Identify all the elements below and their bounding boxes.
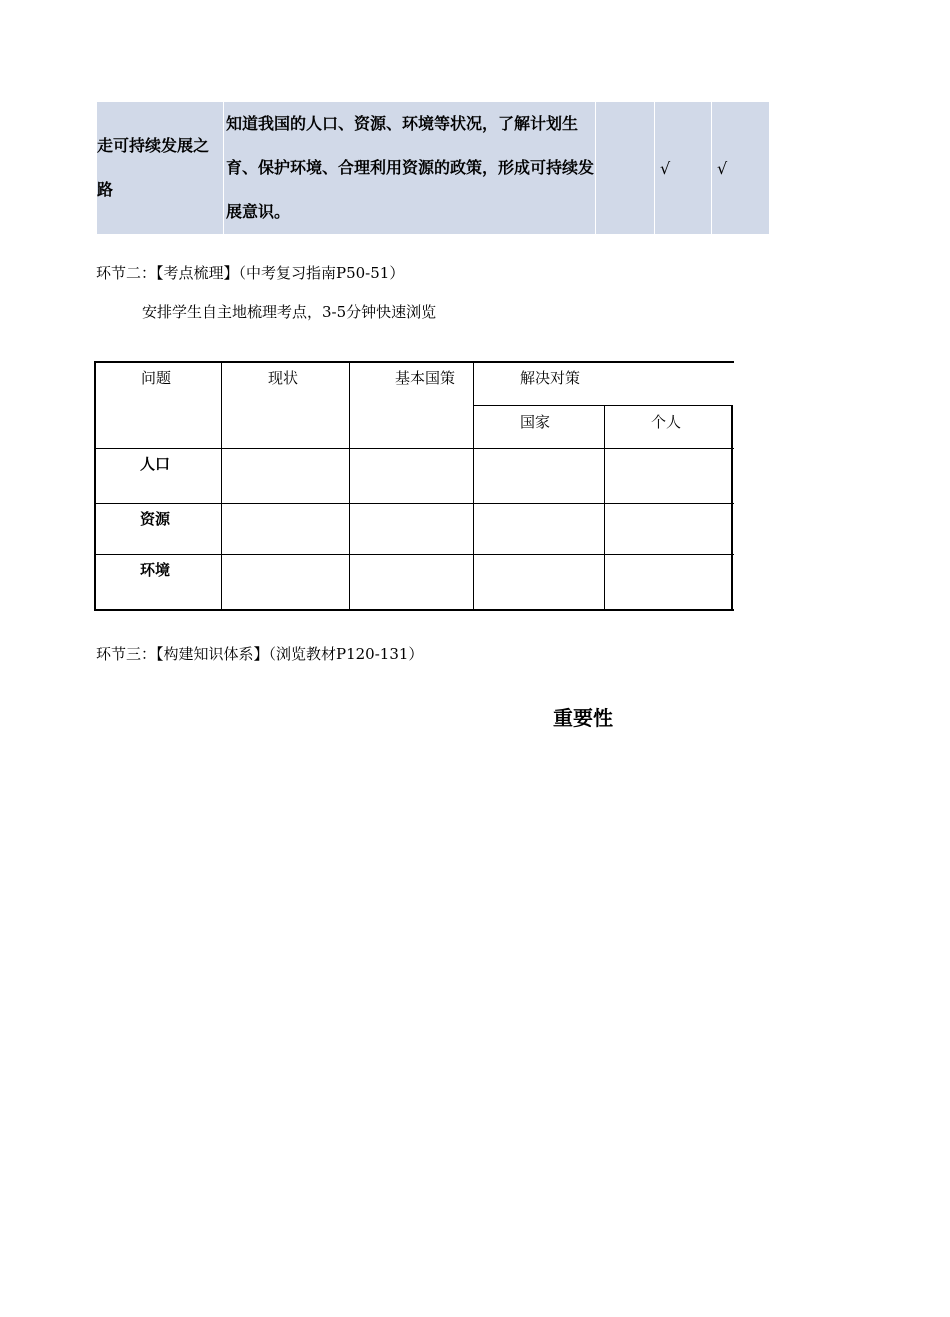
level-cell-3: √ [712,102,770,235]
section3-heading: 环节三：【构建知识体系】（浏览教材P120-131） [96,645,424,663]
table-row [97,102,770,235]
level-cell-2: √ [655,102,712,235]
importance-label: 重要性 [553,706,613,730]
header-status: 现状 [268,369,299,387]
row-label-population: 人口 [140,455,171,473]
row-label-environment: 环境 [140,561,171,579]
header-individual: 个人 [651,413,682,431]
row-label-resources: 资源 [140,510,171,528]
topic-cell: 走可持续发展之路 [97,102,224,235]
header-issue: 问题 [141,369,172,387]
requirement-cell: 知道我国的人口、资源、环境等状况，了解计划生育、保护环境、合理利用资源的政策，形成可持续发展意识。 [224,102,596,235]
header-policy: 基本国策 [395,369,456,387]
header-solutions: 解决对策 [520,369,581,387]
review-table [94,361,734,611]
section2-instruction: 安排学生自主地梳理考点，3-5分钟快速浏览 [142,303,437,321]
header-country: 国家 [520,413,551,431]
level-cell-1 [596,102,655,235]
section2-heading: 环节二：【考点梳理】（中考复习指南P50-51） [96,264,405,282]
standards-table [96,101,770,235]
